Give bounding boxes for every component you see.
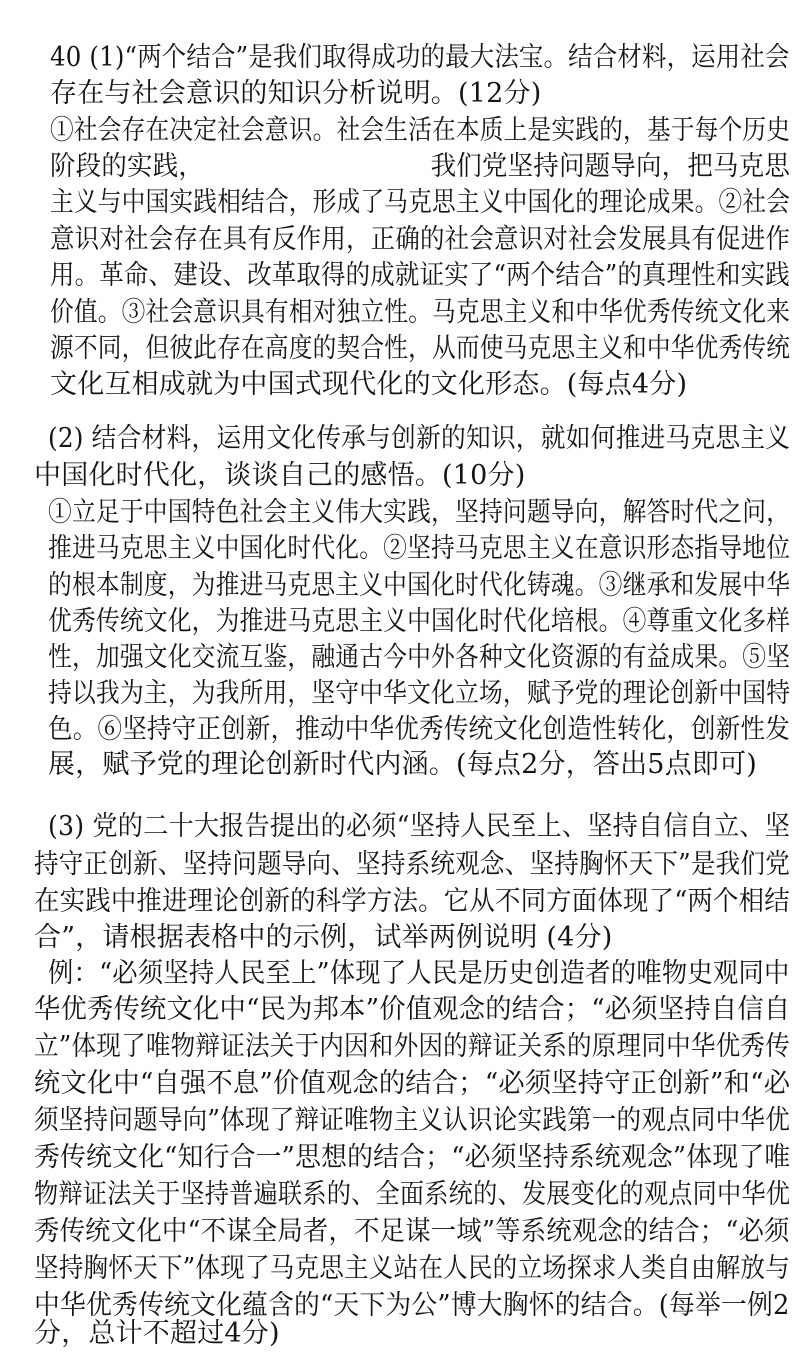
q2-answer-line: 优秀传统文化，为推进马克思主义中国化时代化培根。④尊重文化多样: [48, 606, 791, 637]
q2-answer-line: 持以我为主，为我所用，坚守中华文化立场，赋予党的理论创新中国特: [48, 678, 791, 709]
q2-answer-line: ①立足于中国特色社会主义伟大实践，坚持问题导向，解答时代之问，: [48, 497, 791, 528]
q1-answer-line: 文化互相成就为中国式现代化的文化形态。(每点4分): [50, 369, 688, 400]
q3-answer-line: 立”体现了唯物辩证法关于内因和外因的辩证关系的原理同中华优秀传: [34, 1031, 790, 1062]
q1-prompt-line: 存在与社会意识的知识分析说明。(12分): [50, 78, 542, 109]
q2-answer-line: 性，加强文化交流互鉴，融通古今中外各种文化资源的有益成果。⑤坚: [48, 642, 791, 673]
q3-answer-line: 华优秀传统文化中“民为邦本”价值观念的结合；“必须坚持自信自: [34, 994, 791, 1025]
q3-answer-line: 分，总计不超过4分): [34, 1318, 280, 1349]
q3-prompt-line: 持守正创新、坚持问题导向、坚持系统观念、坚持胸怀天下”是我们党: [34, 849, 790, 880]
q3-prompt-line: 在实践中推进理论创新的科学方法。它从不同方面体现了“两个相结: [34, 886, 790, 917]
q1-answer-fragment: 阶段的实践，: [50, 151, 205, 182]
q1-prompt-line: 40 (1)“两个结合”是我们取得成功的最大法宝。结合材料，运用社会: [50, 42, 790, 73]
q1-answer-line: 源不同，但彼此存在高度的契合性，从而使马克思主义和中华优秀传统: [50, 333, 791, 364]
q2-prompt-line: (2) 结合材料，运用文化传承与创新的知识，就如何推进马克思主义: [48, 423, 791, 454]
q3-answer-line: 秀传统文化中“不谋全局者，不足谋一域”等系统观念的结合；“必须: [34, 1216, 790, 1247]
q3-prompt-line: (3) 党的二十大报告提出的必须“坚持人民至上、坚持自信自立、坚: [48, 811, 791, 842]
q3-answer-line: 统文化中“自强不息”价值观念的结合；“必须坚持守正创新”和“必: [34, 1068, 791, 1099]
q1-answer-line: 价值。③社会意识具有相对独立性。马克思主义和中华优秀传统文化来: [50, 297, 791, 328]
q1-answer-line: 意识对社会存在具有反作用，正确的社会意识对社会发展具有促进作: [50, 224, 791, 255]
q1-answer-line: [50, 149, 790, 185]
q2-answer-line: 推进马克思主义中国化时代化。②坚持马克思主义在意识形态指导地位: [48, 533, 791, 564]
q2-prompt-line: 中国化时代化，谈谈自己的感悟。(10分): [34, 460, 526, 491]
q1-answer-line: 主义与中国实践相结合，形成了马克思主义中国化的理论成果。②社会: [50, 187, 791, 218]
q1-answer-line: 用。革命、建设、改革取得的成就证实了“两个结合”的真理性和实践: [50, 260, 790, 291]
q2-answer-line: 展，赋予党的理论创新时代内涵。(每点2分，答出5点即可): [48, 749, 758, 780]
q2-answer-line: 的根本制度，为推进马克思主义中国化时代化铸魂。③继承和发展中华: [48, 570, 791, 601]
q3-answer-line: 须坚持问题导向”体现了辩证唯物主义认识论实践第一的观点同中华优: [34, 1105, 790, 1136]
q2-answer-line: 色。⑥坚持守正创新，推动中华优秀传统文化创造性转化，创新性发: [48, 714, 790, 745]
q1-answer-line: ①社会存在决定社会意识。社会生活在本质上是实践的，基于每个历史: [50, 115, 791, 146]
q3-answer-line: 例：“必须坚持人民至上”体现了人民是历史创造者的唯物史观同中: [48, 958, 790, 989]
q3-answer-line: 坚持胸怀天下”体现了马克思主义站在人民的立场探求人类自由解放与: [34, 1253, 790, 1284]
q3-answer-line: 中华优秀传统文化蕴含的“天下为公”博大胸怀的结合。(每举一例2: [34, 1290, 790, 1321]
q3-answer-line: 物辩证法关于坚持普遍联系的、全面系统的、发展变化的观点同中华优: [34, 1179, 791, 1210]
q3-prompt-line: 合”，请根据表格中的示例，试举两例说明 (4分): [34, 922, 613, 953]
q3-answer-line: 秀传统文化“知行合一”思想的结合；“必须坚持系统观念”体现了唯: [34, 1142, 791, 1173]
q1-answer-fragment: 我们党坚持问题导向，把马克思: [430, 151, 791, 182]
